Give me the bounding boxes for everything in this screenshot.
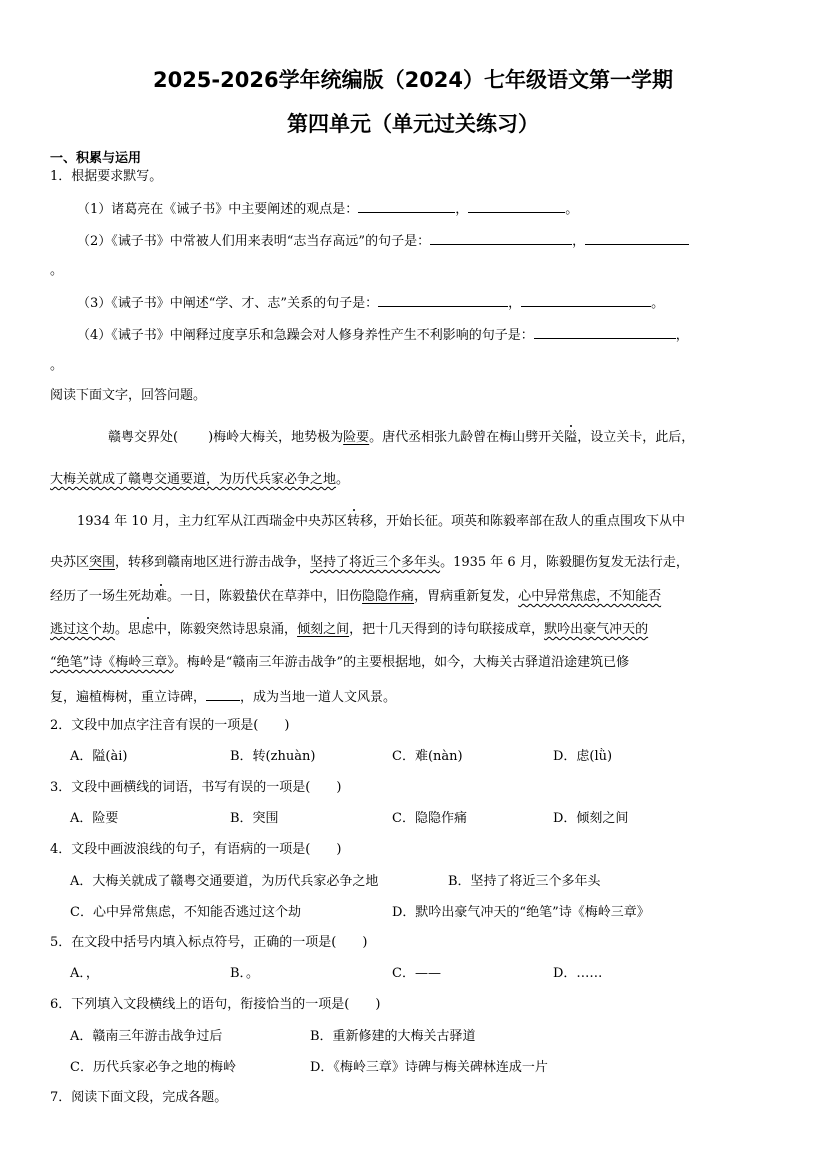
q2-stem: 2．文段中加点字注音有误的一项是( ) xyxy=(50,718,290,733)
q1-sub4-period: 。 xyxy=(50,358,64,373)
q1-sub4-text: （4）《诫子书》中阐释过度享乐和急躁会对人修身养性产生不利影响的句子是： xyxy=(77,328,534,343)
q2-option-c[interactable]: C．难(nàn) xyxy=(392,749,463,764)
passage-text: 。1935 年 6 月，陈毅腿伤复发无法行走， xyxy=(440,555,689,570)
q4-option-b[interactable]: B．坚持了将近三个多年头 xyxy=(448,874,601,889)
wavy-sentence: “绝笔”诗《梅岭三章》 xyxy=(50,655,174,670)
underlined-word: 险要 xyxy=(343,430,370,445)
passage-p2-line3 xyxy=(50,589,661,605)
wavy-sentence: 坚持了将近三个多年头 xyxy=(310,555,441,570)
passage-text: ，设立关卡，此后， xyxy=(577,430,695,445)
reading-intro: 阅读下面文字，回答问题。 xyxy=(50,388,207,403)
passage-p2-line1 xyxy=(77,514,685,530)
passage-text: 。思 xyxy=(115,622,142,637)
q1-sub3-comma: ， xyxy=(508,296,522,311)
q1-sub1-text: （1）诸葛亮在《诫子书》中主要阐述的观点是： xyxy=(77,202,359,217)
q2-option-b[interactable]: B．转(zhuàn) xyxy=(230,749,316,764)
answer-blank[interactable] xyxy=(534,326,676,339)
passage-text: 。唐代丞相张九龄曾在梅山劈开关 xyxy=(369,430,565,445)
q7-stem: 7．阅读下面文段，完成各题。 xyxy=(50,1090,228,1105)
q6-option-b[interactable]: B．重新修建的大梅关古驿道 xyxy=(310,1029,476,1044)
q3-option-d[interactable]: D．倾刻之间 xyxy=(553,811,629,826)
wavy-sentence: 逃过这个劫 xyxy=(50,622,116,637)
answer-blank[interactable] xyxy=(585,232,689,245)
section-heading: 一、积累与运用 xyxy=(50,151,142,166)
wavy-sentence: 心中异常焦虑，不知能否 xyxy=(518,589,662,604)
q5-option-c[interactable]: C．—— xyxy=(392,966,441,981)
page-title-line2: 第四单元（单元过关练习） xyxy=(287,112,539,136)
passage-text: 赣粤交界处( xyxy=(108,430,179,445)
passage-p2-line5 xyxy=(50,655,629,671)
q2-option-d[interactable]: D．虑(lǜ) xyxy=(553,749,613,764)
q6-stem: 6．下列填入文段横线上的语句，衔接恰当的一项是( ) xyxy=(50,997,381,1012)
q4-stem: 4．文段中画波浪线的句子，有语病的一项是( ) xyxy=(50,842,342,857)
dotted-char: 虑 xyxy=(141,622,155,637)
answer-blank[interactable] xyxy=(378,294,508,307)
passage-text: 移，开始长征。项英和陈毅率部在敌人的重点围攻下从中 xyxy=(360,514,686,529)
dotted-char: 难 xyxy=(154,589,168,604)
passage-text: ，把十几天得到的诗句联接成章， xyxy=(349,622,545,637)
q5-option-d[interactable]: D．…… xyxy=(553,966,603,981)
passage-p2-line2 xyxy=(50,555,689,571)
passage-text: 经历了一场生死劫 xyxy=(50,589,155,604)
passage-p1-line2 xyxy=(50,472,349,488)
passage-p2-line4 xyxy=(50,622,648,638)
answer-blank[interactable] xyxy=(468,200,565,213)
q1-sub1-period: 。 xyxy=(565,202,579,217)
underlined-word: 突围 xyxy=(89,555,116,570)
passage-text: ，转移到赣南地区进行游击战争， xyxy=(115,555,311,570)
q6-option-d[interactable]: D．《梅岭三章》诗碑与梅关碑林连成一片 xyxy=(310,1060,548,1075)
passage-text: 复，遍植梅树，重立诗碑， xyxy=(50,690,207,705)
q6-option-c[interactable]: C．历代兵家必争之地的梅岭 xyxy=(70,1060,236,1075)
passage-text: 。 xyxy=(336,472,350,487)
q4-option-c[interactable]: C．心中异常焦虑，不知能否逃过这个劫 xyxy=(70,905,301,920)
q5-stem: 5．在文段中括号内填入标点符号，正确的一项是( ) xyxy=(50,935,368,950)
q4-option-d[interactable]: D．默吟出豪气冲天的“绝笔”诗《梅岭三章》 xyxy=(392,905,650,920)
underlined-word: 隐隐作痛 xyxy=(362,589,415,604)
q1-stem: 1．根据要求默写。 xyxy=(50,169,163,184)
q1-sub2-text: （2）《诫子书》中常被人们用来表明“志当存高远”的句子是： xyxy=(77,234,431,249)
passage-p2-line6 xyxy=(50,688,396,706)
passage-text: 1934 年 10 月，主力红军从江西瑞金中央苏区 xyxy=(77,514,348,529)
passage-p1-line1 xyxy=(108,430,694,446)
page-title-line1: 2025-2026学年统编版（2024）七年级语文第一学期 xyxy=(152,68,674,92)
q5-option-a[interactable]: A．， xyxy=(70,966,99,981)
passage-text: 中，陈毅突然诗思泉涌， xyxy=(154,622,298,637)
answer-blank[interactable] xyxy=(206,688,240,701)
q3-stem: 3．文段中画横线的词语，书写有误的一项是( ) xyxy=(50,780,342,795)
passage-text: 央苏区 xyxy=(50,555,90,570)
q4-option-a[interactable]: A．大梅关就成了赣粤交通要道，为历代兵家必争之地 xyxy=(70,874,379,889)
wavy-sentence: 大梅关就成了赣粤交通要道，为历代兵家必争之地 xyxy=(50,472,337,487)
wavy-sentence: 默吟出豪气冲天的 xyxy=(544,622,649,637)
q6-option-a[interactable]: A．赣南三年游击战争过后 xyxy=(70,1029,223,1044)
q2-option-a[interactable]: A．隘(ài) xyxy=(70,749,128,764)
q1-sub4-comma: ， xyxy=(675,328,689,343)
answer-blank[interactable] xyxy=(430,232,572,245)
q1-sub4 xyxy=(77,326,689,344)
q1-sub2-comma: ， xyxy=(572,234,586,249)
q3-option-a[interactable]: A．险要 xyxy=(70,811,119,826)
answer-blank[interactable] xyxy=(521,294,651,307)
q3-option-b[interactable]: B．突围 xyxy=(230,811,279,826)
passage-text: )梅岭大梅关，地势极为 xyxy=(208,430,344,445)
answer-blank[interactable] xyxy=(358,200,455,213)
q1-sub3-text: （3）《诫子书》中阐述“学、才、志”关系的句子是： xyxy=(77,296,379,311)
q3-option-c[interactable]: C．隐隐作痛 xyxy=(392,811,467,826)
passage-text: 。梅岭是“赣南三年游击战争”的主要根据地，如今，大梅关古驿道沿途建筑已修 xyxy=(173,655,630,670)
q5-option-b[interactable]: B．。 xyxy=(230,966,260,981)
q1-sub2 xyxy=(77,232,689,250)
q1-sub2-period: 。 xyxy=(50,263,64,278)
q1-sub1 xyxy=(77,200,578,218)
dotted-char: 隘 xyxy=(564,430,578,445)
q1-sub3-period: 。 xyxy=(651,296,665,311)
passage-text: ，成为当地一道人文风景。 xyxy=(240,690,397,705)
dotted-char: 转 xyxy=(347,514,361,529)
q1-sub1-comma: ， xyxy=(455,202,469,217)
underlined-word: 倾刻之间 xyxy=(297,622,350,637)
passage-text: 。一日，陈毅蛰伏在草莽中，旧伤 xyxy=(167,589,363,604)
q1-sub3 xyxy=(77,294,664,312)
passage-text: ，胃病重新复发， xyxy=(414,589,519,604)
